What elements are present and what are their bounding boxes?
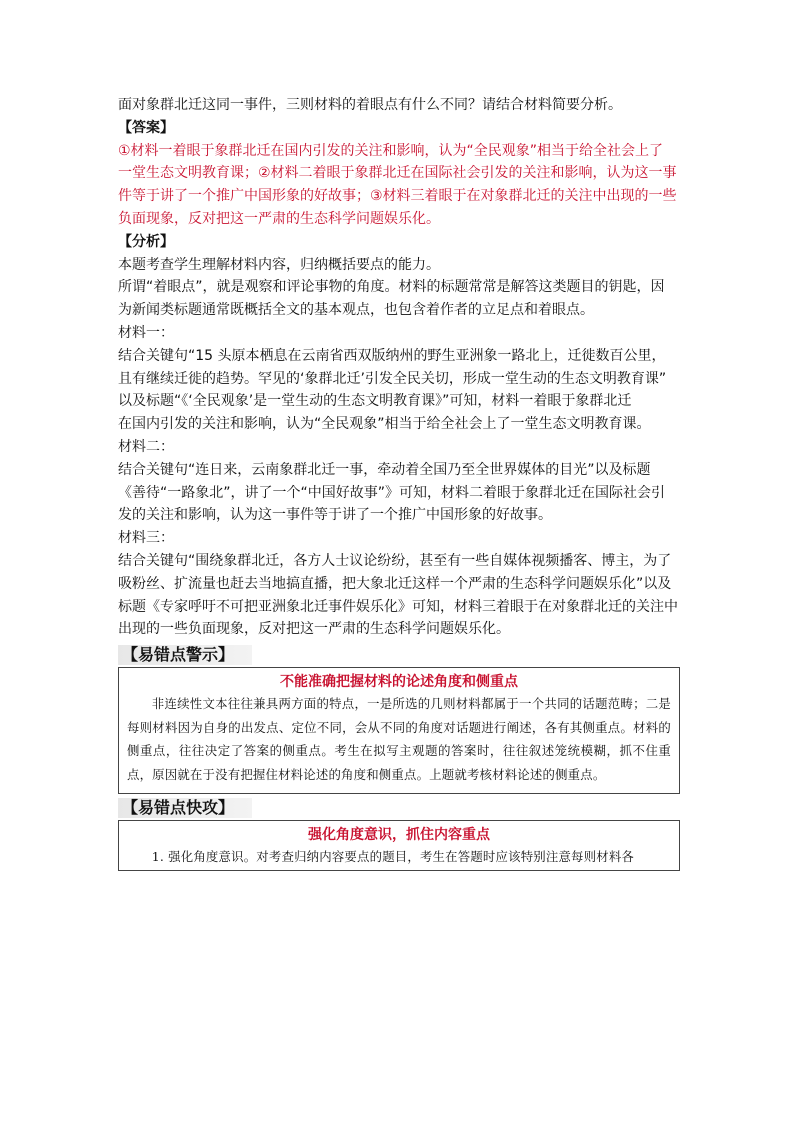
analysis-line: 且有继续迁徙的趋势。罕见的‘象群北迁’引发全民关切，形成一堂生动的生态文明教育课”	[118, 370, 667, 387]
tips-box-text: 1. 强化角度意识。对考查归纳内容要点的题目，考生在答题时应该特别注意每则材料各	[151, 848, 635, 864]
analysis-tag: 【分析】	[118, 233, 174, 250]
analysis-line: 吸粉丝、扩流量也赶去当地搞直播，把大象北迁这样一个严肃的生态科学问题娱乐化”以及	[118, 575, 672, 592]
tips-box-title: 强化角度意识，抓住内容重点	[308, 826, 490, 843]
warning-box	[118, 667, 680, 793]
material-two-label: 材料二：	[118, 438, 174, 455]
analysis-line: 结合关键句“15 头原本栖息在云南省西双版纳州的野生亚洲象一路北上，迁徙数百公里，	[118, 347, 666, 364]
analysis-line: 《善待“一路象北”，讲了一个“中国好故事”》可知，材料二着眼于象群北迁在国际社会引	[118, 484, 666, 501]
answer-tag: 【答案】	[118, 119, 174, 136]
material-one-label: 材料一：	[118, 324, 174, 341]
material-three-label: 材料三：	[118, 530, 174, 547]
analysis-line: 标题《专家呼吁不可把亚洲象北迁事件娱乐化》可知，材料三着眼于在对象群北迁的关注中	[118, 598, 678, 615]
analysis-line: 本题考查学生理解材料内容，归纳概括要点的能力。	[118, 256, 440, 273]
warning-box-title: 不能准确把握材料的论述角度和侧重点	[280, 674, 518, 691]
question-text: 面对象群北迁这同一事件，三则材料的着眼点有什么不同？请结合材料简要分析。	[118, 97, 622, 113]
document-body	[118, 94, 690, 871]
answer-line: 件等于讲了一个推广中国形象的好故事；③材料三着眼于在对象群北迁的关注中出现的一些	[118, 188, 677, 205]
tips-box	[118, 820, 680, 872]
tips-section-title: 【易错点快攻】	[118, 798, 252, 818]
analysis-line: 结合关键句“围绕象群北迁，各方人士议论纷纷，甚至有一些自媒体视频播客、博主，为了	[118, 552, 672, 569]
analysis-line: 发的关注和影响，认为这一事件等于讲了一个推广中国形象的好故事。	[118, 507, 552, 524]
analysis-line: 为新闻类标题通常既概括全文的基本观点，也包含着作者的立足点和着眼点。	[118, 302, 594, 319]
warning-box-text: 非连续性文本往往兼具两方面的特点，一是所选的几则材料都属于一个共同的话题范畴；二是每则材料因为自身的出发点、定位不同，会从不同的角度对话题进行阐述，各有其侧重点。材料的侧重点，往往决定了答案的侧重点。考生在拟写主观题的答案时，往往叙述笼统模糊，抓不住重点，原因就在于没有把握住材料论述的角度和侧重点。上题就考核材料论述的侧重点。	[127, 696, 671, 782]
answer-line: 负面现象，反对把这一严肃的生态科学问题娱乐化。	[118, 210, 440, 227]
analysis-line: 以及标题“《‘全民观象’是一堂生动的生态文明教育课》”可知，材料一着眼于象群北迁	[118, 393, 632, 410]
warning-section-title: 【易错点警示】	[118, 645, 252, 665]
answer-line: ①材料一着眼于象群北迁在国内引发的关注和影响，认为“全民观象”相当于给全社会上了	[118, 142, 664, 159]
analysis-line: 所谓“着眼点”，就是观察和评论事物的角度。材料的标题常常是解答这类题目的钥匙，因	[118, 279, 665, 296]
analysis-line: 结合关键句“连日来，云南象群北迁一事，牵动着全国乃至全世界媒体的目光”以及标题	[118, 461, 651, 478]
analysis-line: 出现的一些负面现象，反对把这一严肃的生态科学问题娱乐化。	[118, 621, 510, 638]
analysis-line: 在国内引发的关注和影响，认为“全民观象”相当于给全社会上了一堂生态文明教育课。	[118, 416, 651, 433]
answer-line: 一堂生态文明教育课；②材料二着眼于象群北迁在国际社会引发的关注和影响，认为这一事	[118, 165, 677, 182]
